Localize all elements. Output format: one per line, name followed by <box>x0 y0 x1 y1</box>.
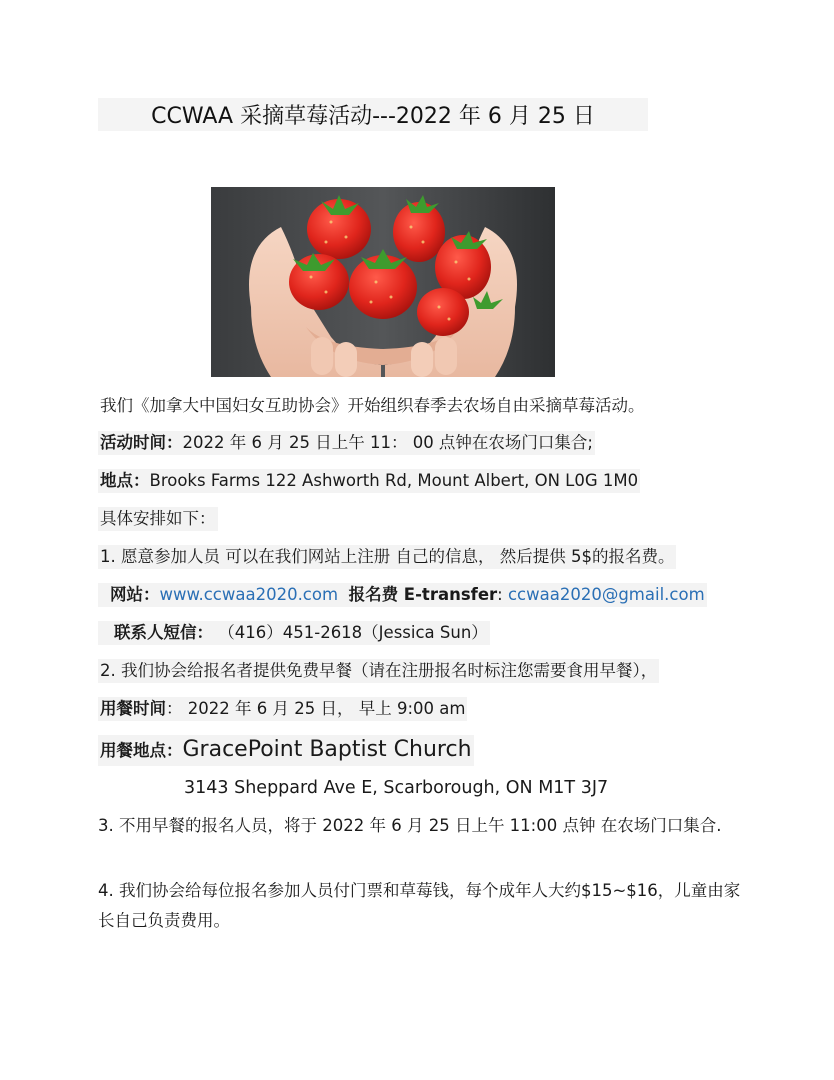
location-label: 地点： <box>100 471 150 490</box>
page-title-bar <box>98 98 648 131</box>
contact-line <box>98 621 490 645</box>
meal-place-label: 用餐地点： <box>100 741 183 760</box>
location-value: Brooks Farms 122 Ashworth Rd, Mount Albert, ON L0G 1M0 <box>149 471 639 490</box>
strawberries-photo <box>211 187 555 377</box>
fee-colon: : <box>497 585 503 604</box>
meal-time-label: 用餐时间 <box>100 699 166 718</box>
item-1-text: 1. 愿意参加人员 可以在我们网站上注册 自己的信息， 然后提供 5$的报名费。 <box>98 545 676 569</box>
website-link[interactable]: www.ccwaa2020.com <box>159 585 339 604</box>
activity-time-line <box>98 431 595 455</box>
location-line <box>98 469 640 493</box>
website-fee-line <box>98 583 707 607</box>
meal-place-value: GracePoint Baptist Church <box>182 737 472 762</box>
item-3-text: 3. 不用早餐的报名人员，将于 2022 年 6 月 25 日上午 11:00 点钟 在农场门口集合. <box>98 816 722 835</box>
fee-email-link[interactable]: ccwaa2020@gmail.com <box>507 585 705 604</box>
intro-text: 我们《加拿大中国妇女互助协会》开始组织春季去农场自由采摘草莓活动。 <box>100 396 645 415</box>
meal-place-line <box>98 735 474 766</box>
meal-time-value: ： 2022 年 6 月 25 日， 早上 9:00 am <box>166 699 466 718</box>
meal-address: 3143 Sheppard Ave E, Scarborough, ON M1T 3J7 <box>184 778 609 798</box>
activity-time-label: 活动时间： <box>100 433 183 452</box>
meal-time-line <box>98 697 467 721</box>
item-4-text: 4. 我们协会给每位报名参加人员付门票和草莓钱，每个成年人大约$15~$16，儿童由家长自己负责费用。 <box>98 881 741 930</box>
website-label: 网站： <box>110 585 160 604</box>
activity-time-value: 2022 年 6 月 25 日上午 11： 00 点钟在农场门口集合; <box>182 433 593 452</box>
details-heading: 具体安排如下： <box>98 507 218 531</box>
item-2-text: 2. 我们协会给报名者提供免费早餐（请在注册报名时标注您需要食用早餐）， <box>98 659 659 683</box>
page-title: CCWAA 采摘草莓活动---2022 年 6 月 25 日 <box>151 104 595 129</box>
fee-label: 报名费 E-transfer <box>348 585 498 604</box>
strawberries-illustration <box>211 187 555 377</box>
contact-label: 联系人短信： <box>114 623 213 642</box>
contact-value: （416）451-2618（Jessica Sun） <box>218 623 488 642</box>
